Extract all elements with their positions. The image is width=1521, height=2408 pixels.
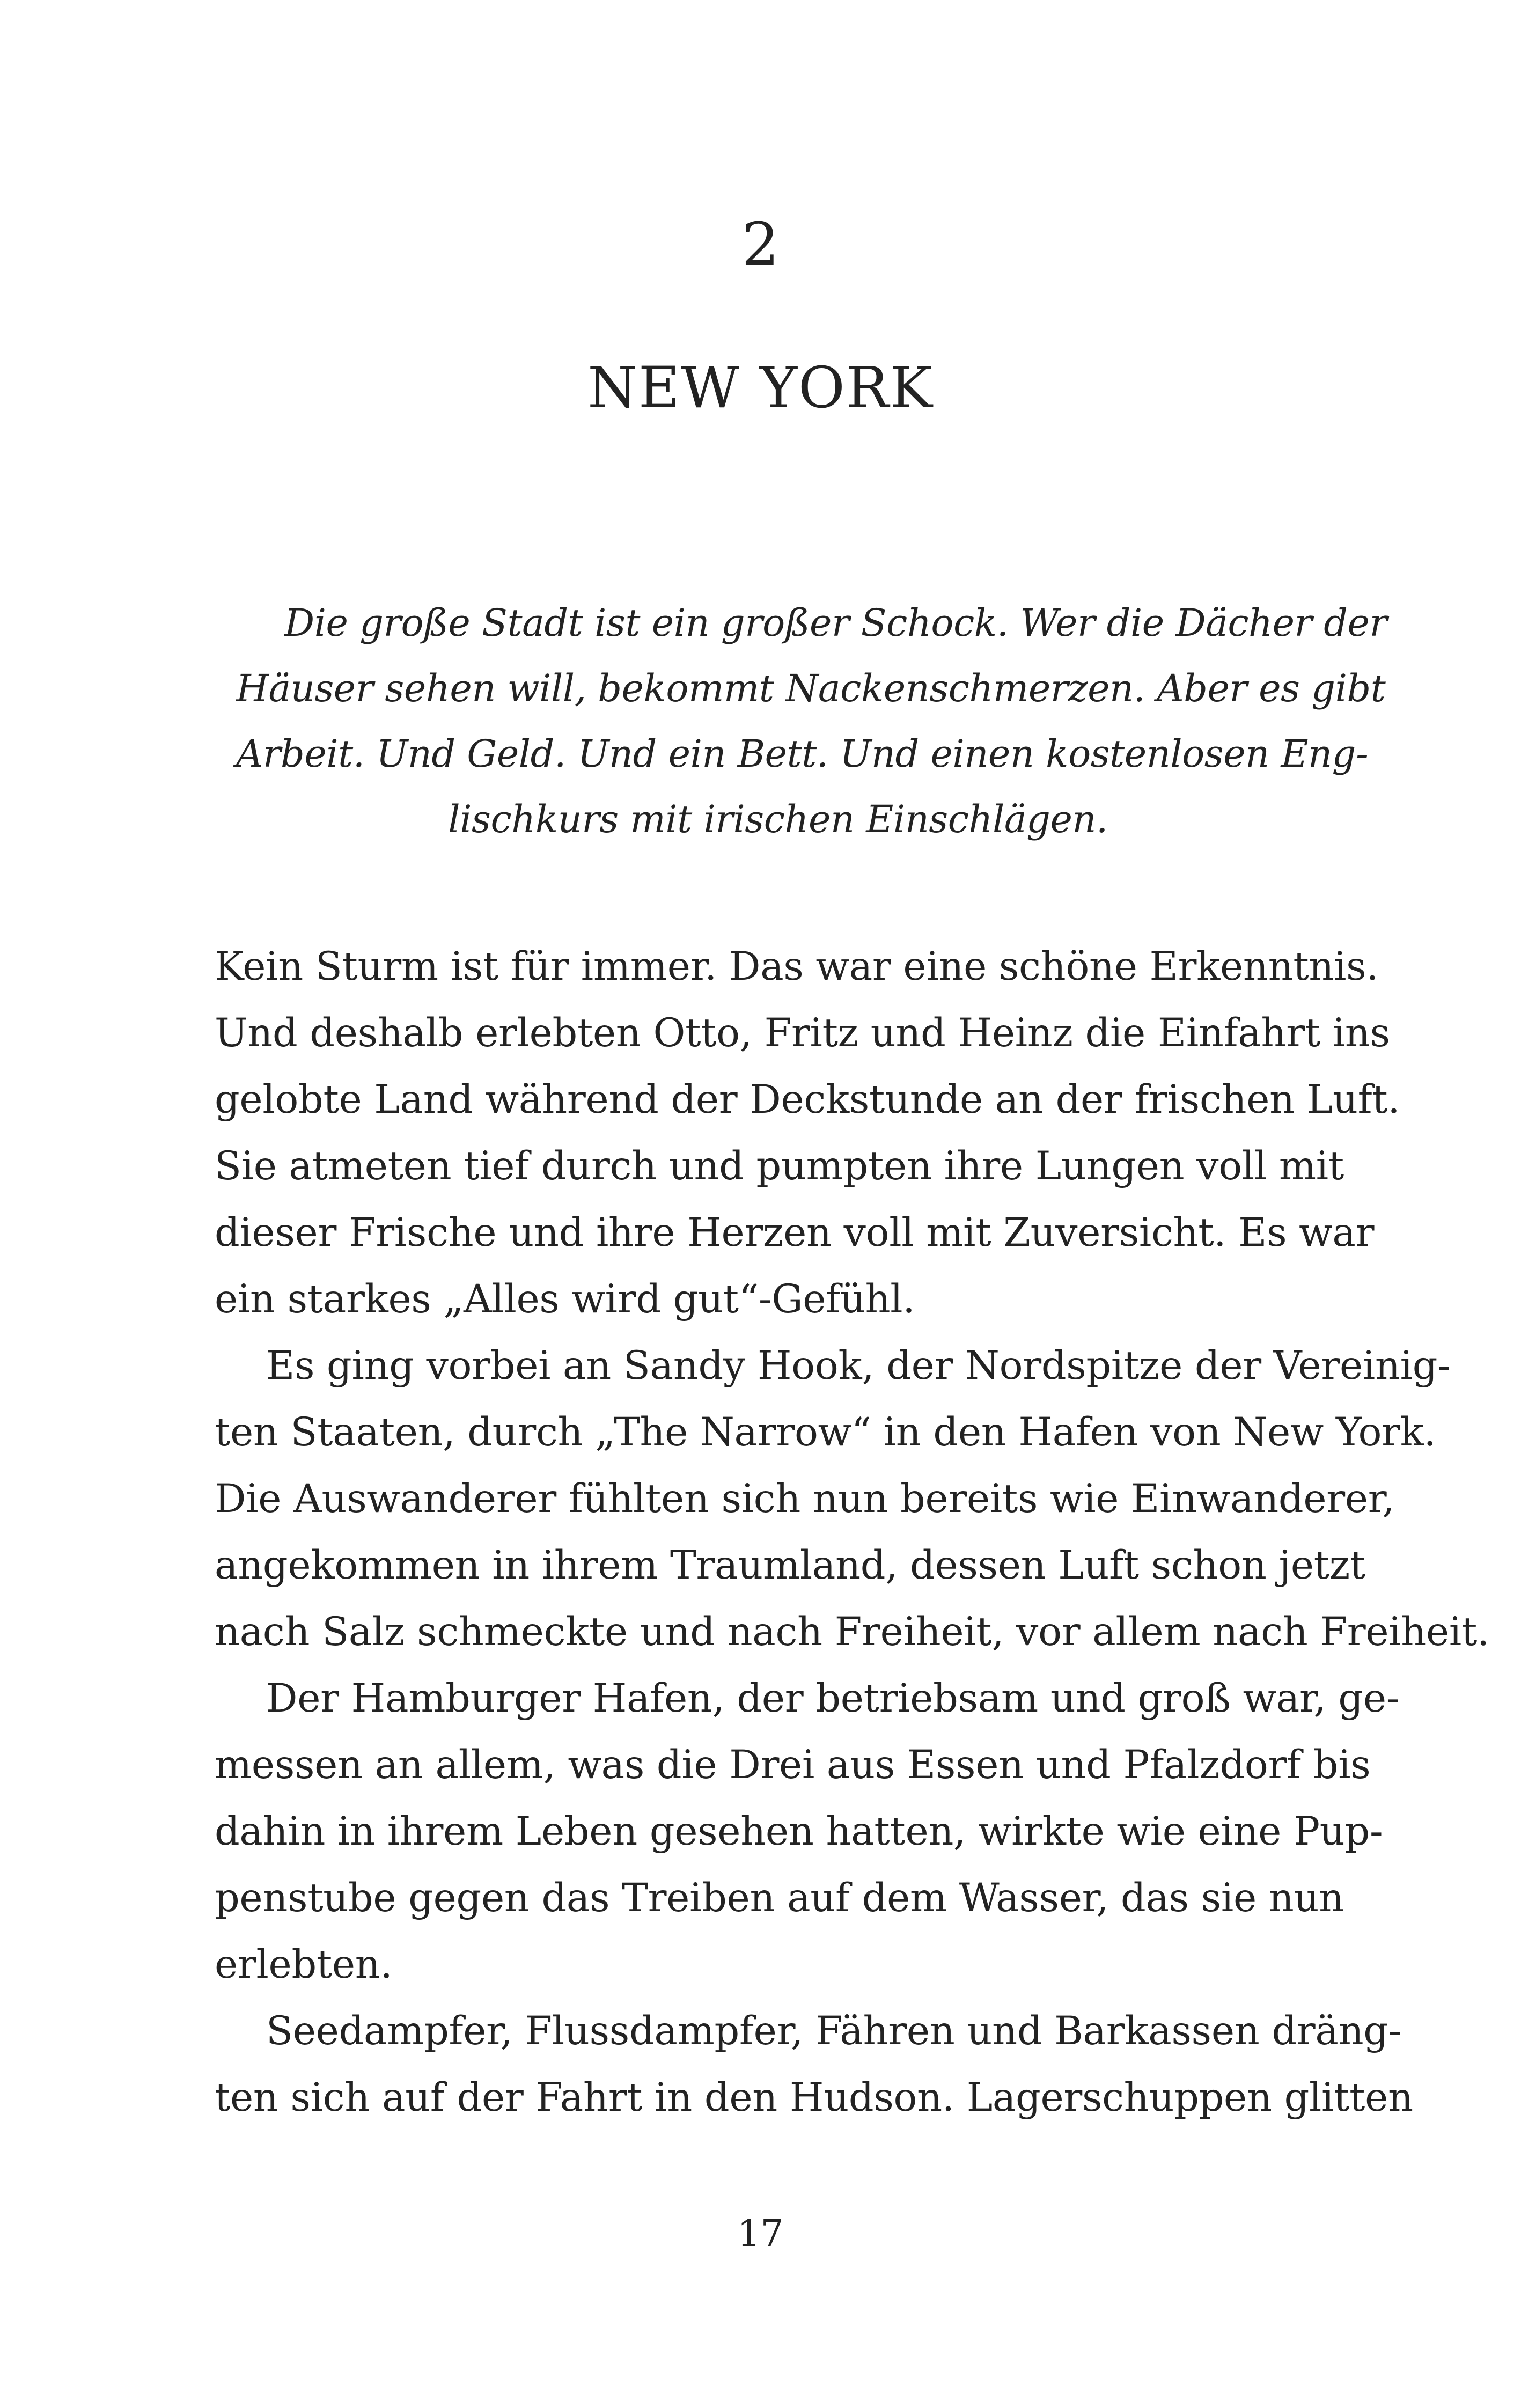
body-line: erlebten.: [215, 1942, 393, 1987]
body-line: angekommen in ihrem Traumland, dessen Luft schon jetzt: [215, 1543, 1365, 1588]
body-line: Die Auswanderer fühlten sich nun bereits wie Einwanderer,: [215, 1476, 1395, 1522]
body-line: Seedampfer, Flussdampfer, Fähren und Barkassen dräng-: [266, 2008, 1402, 2054]
body-line: Kein Sturm ist für immer. Das war eine schöne Erkenntnis.: [215, 944, 1379, 989]
page-number: 17: [737, 2213, 784, 2255]
body-line: gelobte Land während der Deckstunde an der frischen Luft.: [215, 1077, 1400, 1122]
body-line: messen an allem, was die Drei aus Essen und Pfalzdorf bis: [215, 1742, 1371, 1788]
body-line: dahin in ihrem Leben gesehen hatten, wirkte wie eine Pup-: [215, 1809, 1383, 1854]
body-line: ein starkes „Alles wird gut“-Gefühl.: [215, 1276, 915, 1322]
body-line: nach Salz schmeckte und nach Freiheit, vor allem nach Freiheit.: [215, 1609, 1489, 1655]
chapter-epigraph: [236, 590, 1387, 852]
epigraph-line: Häuser sehen will, bekommt Nackenschmerzen. Aber es gibt: [236, 666, 1386, 710]
chapter-title: NEW YORK: [587, 355, 934, 421]
body-line: Und deshalb erlebten Otto, Fritz und Heinz die Einfahrt ins: [215, 1010, 1390, 1056]
body-line: Der Hamburger Hafen, der betriebsam und groß war, ge-: [266, 1676, 1400, 1721]
body-line: ten sich auf der Fahrt in den Hudson. Lagerschuppen glitten: [215, 2075, 1413, 2120]
body-line: penstube gegen das Treiben auf dem Wasser, das sie nun: [215, 1875, 1344, 1921]
body-text: [215, 934, 1489, 2131]
epigraph-line: Die große Stadt ist ein großer Schock. Wer die Dächer der: [284, 601, 1387, 645]
body-line: dieser Frische und ihre Herzen voll mit Zuversicht. Es war: [215, 1210, 1375, 1256]
body-line: Sie atmeten tief durch und pumpten ihre Lungen voll mit: [215, 1143, 1344, 1189]
chapter-number: 2: [741, 210, 780, 278]
body-line: ten Staaten, durch „The Narrow“ in den Hafen von New York.: [215, 1409, 1436, 1455]
epigraph-line: lischkurs mit irischen Einschlägen.: [448, 797, 1108, 841]
epigraph-line: Arbeit. Und Geld. Und ein Bett. Und einen kostenlosen Eng-: [236, 732, 1369, 776]
body-line: Es ging vorbei an Sandy Hook, der Nordspitze der Vereinig-: [266, 1343, 1451, 1389]
